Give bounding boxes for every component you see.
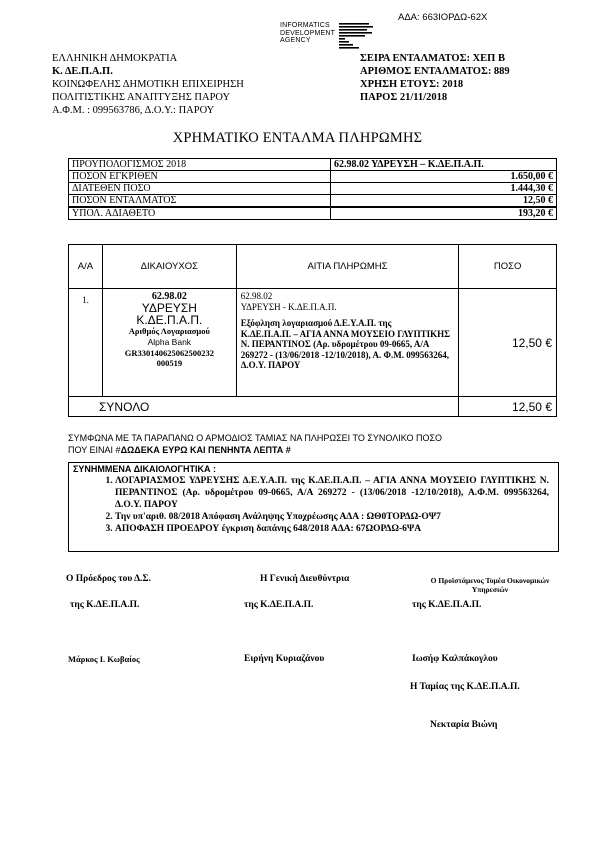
header-beneficiary: ΔΙΚΑΙΟΥΧΟΣ	[102, 245, 236, 289]
reason-intro: Εξόφληση λογαριασμού Δ.Ε.Υ.Α.Π. της	[240, 318, 392, 328]
header-amount: ΠΟΣΟ	[459, 245, 557, 289]
logo-small-print	[339, 22, 389, 50]
head-title	[420, 576, 560, 594]
beneficiary-cell	[102, 289, 236, 397]
warrant-date: ΠΑΡΟΣ 21/11/2018	[360, 92, 448, 103]
logo-line-2: DEVELOPMENT	[280, 29, 336, 37]
statement-line: ΣΥΜΦΩΝΑ ΜΕ ΤΑ ΠΑΡΑΠΑΝΩ Ο ΑΡΜΟΔΙΟΣ ΤΑΜΙΑΣ ΝΑ ΠΛΗΡΩΣΕΙ ΤΟ ΣΥΝΟΛΙΚΟ ΠΟΣΟ	[68, 433, 443, 443]
director-title: Η Γενική Διευθύντρια	[260, 574, 350, 584]
header-aa: Α/Α	[69, 245, 103, 289]
amount-in-words: ΔΩΔΕΚΑ ΕΥΡΩ ΚΑΙ ΠΕΝΗΝΤΑ ΛΕΠΤΑ #	[120, 445, 291, 455]
iban: 000519	[156, 358, 183, 368]
issuer-line: Α.Φ.Μ. : 099563786, Δ.Ο.Υ.: ΠΑΡΟΥ	[52, 105, 215, 116]
payment-table	[68, 244, 557, 417]
issuer-line: ΠΟΛΙΤΙΣΤΙΚΗΣ ΑΝΑΠΤΥΞΗΣ ΠΑΡΟΥ	[52, 92, 231, 103]
reason-code: 62.98.02	[240, 291, 273, 301]
director-org: της Κ.ΔΕ.Π.Α.Π.	[244, 600, 314, 610]
payment-reason-cell	[236, 289, 458, 397]
row-number: 1.	[69, 289, 103, 397]
cashier-name: Νεκταρία Βιώνη	[430, 720, 498, 730]
warrant-number: ΑΡΙΘΜΟΣ ΕΝΤΑΛΜΑΤΟΣ: 889	[360, 66, 510, 77]
informatics-agency-logo	[280, 22, 390, 52]
issuer-line: Κ. ΔΕ.Π.Α.Π.	[52, 66, 113, 77]
statement-line	[68, 444, 548, 456]
budget-row	[69, 207, 557, 220]
payment-row	[69, 289, 557, 397]
warrant-info	[360, 52, 510, 104]
fiscal-year: ΧΡΗΣΗ ΕΤΟΥΣ: 2018	[360, 79, 464, 90]
attachments-list	[69, 475, 549, 535]
budget-label: ΠΟΣΟΝ ΕΝΤΑΛΜΑΤΟΣ	[69, 195, 331, 208]
budget-value: 62.98.02 ΥΔΡΕΥΣΗ – Κ.ΔΕ.Π.Α.Π.	[331, 159, 557, 171]
logo-line-1: INFORMATICS	[280, 22, 330, 29]
reason-title: ΥΔΡΕΥΣΗ - Κ.ΔΕ.Π.Α.Π.	[240, 301, 337, 312]
beneficiary-code: 62.98.02	[151, 291, 187, 302]
head-name: Ιωσήφ Καλπάκογλου	[412, 654, 498, 664]
beneficiary-name: ΥΔΡΕΥΣΗ	[141, 301, 197, 315]
document-title: ΧΡΗΜΑΤΙΚΟ ΕΝΤΑΛΜΑ ΠΛΗΡΩΜΗΣ	[172, 130, 423, 146]
beneficiary-name: Κ.ΔΕ.Π.Α.Π.	[136, 313, 203, 327]
head-title-line: Ο Προϊστάμενος Τομέα Οικονομικών	[430, 576, 550, 585]
president-org: της Κ.ΔΕ.Π.Α.Π.	[70, 600, 140, 610]
attachments-heading: ΣΥΝΗΜΜΕΝΑ ΔΙΚΑΙΟΛΟΓΗΤΙΚΑ :	[73, 464, 216, 474]
budget-value: 1.444,30 €	[331, 183, 557, 195]
reason-text: Κ.ΔΕ.Π.Α.Π. – ΑΓΙΑ ΑΝΝΑ ΜΟΥΣΕΙΟ ΓΛΥΠΤΙΚΗΣ Ν. ΠΕΡΑΝΤΙΝΟΣ (Αρ. υδρομέτρου 09-0665, Α/Α 269272 - (13/06/2018 -12/10/2018), Α. Φ.Μ. 099563264, Δ.Ο.Υ. ΠΑΡΟΥ	[240, 328, 451, 370]
attachment-item: 3. ΑΠΟΦΑΣΗ ΠΡΟΕΔΡΟΥ έγκριση δαπάνης 648/2018 ΑΔΑ: 67ΩΟΡΔΩ-6ΨΑ	[115, 523, 549, 535]
president-name: Μάρκος Ι. Κωβαίος	[68, 654, 140, 664]
iban: GR330140625062500232	[124, 348, 214, 358]
director-name: Ειρήνη Κυριαζάνου	[244, 654, 325, 664]
cashier-title: Η Ταμίας της Κ.ΔΕ.Π.Α.Π.	[410, 682, 520, 692]
attachment-item: 1. ΛΟΓΑΡΙΑΣΜΟΣ ΥΔΡΕΥΣΗΣ Δ.Ε.Υ.Α.Π. της Κ.ΔΕ.Π.Α.Π. – ΑΓΙΑ ΑΝΝΑ ΜΟΥΣΕΙΟ ΓΛΥΠΤΙΚΗΣ Ν. ΠΕΡΑΝΤΙΝΟΣ (Αρ. υδρομέτρου 09-0665, Α/Α 269272 - (13/06/2018 -12/10/2018), Α.Φ.Μ. 099563264, Δ.Ο.Υ. ΠΑΡΟΥ	[115, 475, 549, 511]
budget-row	[69, 171, 557, 183]
president-title: Ο Πρόεδρος του Δ.Σ.	[66, 574, 152, 584]
issuer-header	[52, 52, 244, 117]
budget-row	[69, 159, 557, 171]
budget-value: 193,20 €	[331, 207, 557, 220]
budget-label: ΠΡΟΥΠΟΛΟΓΙΣΜΟΣ 2018	[69, 159, 331, 171]
warrant-series: ΣΕΙΡΑ ΕΝΤΑΛΜΑΤΟΣ: ΧΕΠ Β	[360, 53, 505, 64]
logo-text	[280, 22, 335, 45]
total-amount: 12,50 €	[459, 397, 557, 417]
budget-row	[69, 183, 557, 195]
payment-statement	[68, 432, 548, 456]
issuer-line: ΚΟΙΝΩΦΕΛΗΣ ΔΗΜΟΤΙΚΗ ΕΠΙΧΕΙΡΗΣΗ	[52, 79, 244, 90]
budget-label: ΥΠΟΛ. ΑΔΙΑΘΕΤΟ	[69, 207, 331, 220]
total-row	[69, 397, 557, 417]
issuer-line: ΕΛΛΗΝΙΚΗ ΔΗΜΟΚΡΑΤΙΑ	[52, 53, 178, 64]
total-label	[69, 397, 459, 417]
bank-name: Alpha Bank	[147, 337, 192, 347]
logo-line-3: AGENCY	[280, 37, 311, 45]
statement-prefix: ΠΟΥ ΕΙΝΑΙ #	[68, 445, 121, 455]
budget-value: 1.650,00 €	[331, 171, 557, 183]
attachments-box	[68, 462, 559, 552]
header-reason: ΑΙΤΙΑ ΠΛΗΡΩΜΗΣ	[236, 245, 458, 289]
budget-value: 12,50 €	[331, 195, 557, 208]
head-title-line: Υπηρεσιών	[471, 585, 509, 594]
ada-reference: ΑΔΑ: 663ΙΟΡΔΩ-62Χ	[398, 12, 488, 23]
row-amount: 12,50 €	[459, 289, 557, 397]
head-org: της Κ.ΔΕ.Π.Α.Π.	[412, 600, 482, 610]
account-label: Αριθμός Λογαριασμού	[128, 326, 210, 336]
attachment-item: 2. Την υπ'αριθ. 08/2018 Απόφαση Ανάληψης Υποχρέωσης ΑΔΑ : ΩΘ0ΤΟΡΔΩ-ΟΨ7	[115, 511, 549, 523]
budget-label: ΠΟΣΟΝ ΕΓΚΡΙΘΕΝ	[69, 171, 331, 183]
budget-label: ΔΙΑΤΕΘΕΝ ΠΟΣΟ	[69, 183, 331, 195]
payment-table-header	[69, 245, 557, 289]
total-label-text: ΣΥΝΟΛΟ	[99, 399, 150, 414]
budget-table	[68, 158, 557, 220]
budget-row	[69, 195, 557, 208]
